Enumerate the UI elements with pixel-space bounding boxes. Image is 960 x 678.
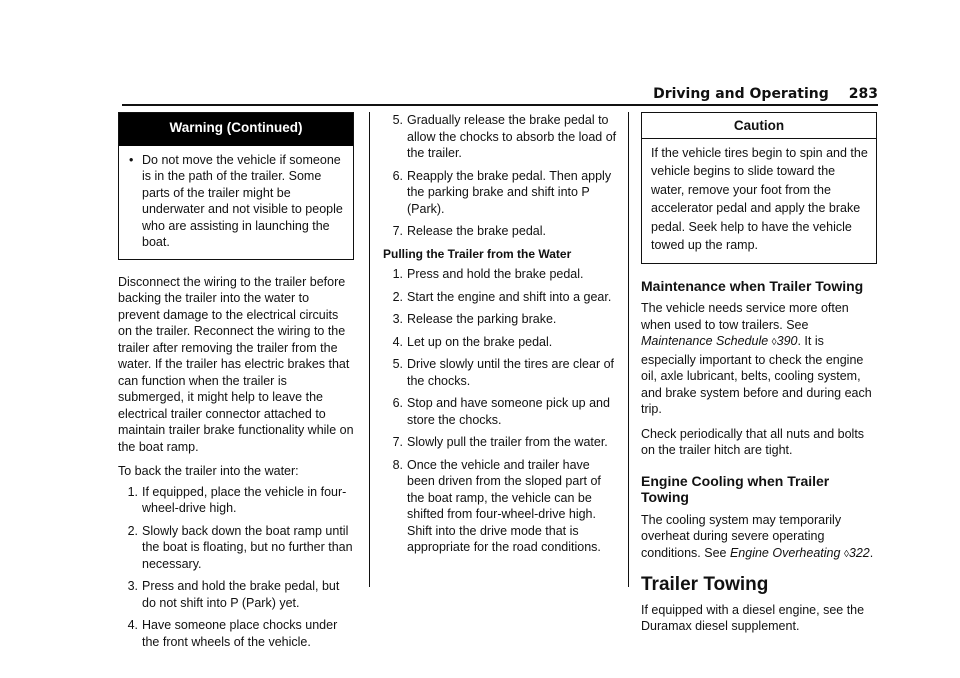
list-item: 7. Slowly pull the trailer from the water.: [392, 435, 608, 449]
heading-maintenance: Maintenance when Trailer Towing: [641, 277, 864, 294]
column-divider-right: [628, 112, 629, 587]
subheading-pulling: Pulling the Trailer from the Water: [383, 246, 572, 261]
paragraph-wiring: Disconnect the wiring to the trailer before backing the trailer into the water to prevent damage to the electrical circuits on the trailer. Reconnect the wiring to the trailer after removing the trailer from the water. If the trailer has electric brakes that can function when the trailer is submerged, it might help to leave the electrical trailer connector attached to maintain trailer brake functionality while on the boat ramp.: [118, 274, 354, 454]
header-rule: [122, 104, 878, 106]
page-ref-icon: ◊: [843, 548, 849, 560]
list-item: 1. If equipped, place the vehicle in four-wheel-drive high.: [127, 484, 347, 515]
paragraph-maintenance: The vehicle needs service more often when used to tow trailers. See Maintenance Schedule ◊390. It is especially important to check the engine oil, axle lubricant, belts, cooling system, and brake system before and during each trip.: [641, 301, 872, 416]
list-item: 2. Slowly back down the boat ramp until the boat is floating, but no further than necessary.: [127, 523, 353, 571]
list-item: 6. Reapply the brake pedal. Then apply the parking brake and shift into P (Park).: [392, 168, 612, 216]
caution-title: Caution: [642, 113, 876, 139]
heading-trailer-towing: Trailer Towing: [641, 574, 769, 595]
running-header: [122, 86, 878, 102]
xref-engine-overheating[interactable]: Engine Overheating: [729, 545, 841, 560]
back-trailer-steps-continued: [383, 112, 619, 240]
column-divider-left: [369, 112, 370, 587]
column-3: [641, 112, 877, 643]
list-item: 3. Press and hold the brake pedal, but do not shift into P (Park) yet.: [127, 579, 340, 610]
caution-text: If the vehicle tires begin to spin and the vehicle begins to slide toward the water, remove your foot from the accelerator pedal and apply the brake pedal. Seek help to have the vehicle towed up the ramp.: [651, 145, 868, 252]
column-1: [118, 112, 354, 656]
xref-maintenance-schedule[interactable]: Maintenance Schedule: [641, 334, 769, 348]
page-ref-icon: ◊: [771, 337, 777, 348]
paragraph-diesel: If equipped with a diesel engine, see the Duramax diesel supplement.: [641, 602, 865, 633]
page-number: 283: [848, 86, 878, 102]
list-item: 6. Stop and have someone pick up and store the chocks.: [392, 396, 610, 427]
list-item: 5. Gradually release the brake pedal to allow the chocks to absorb the load of the trailer.: [392, 113, 617, 160]
back-trailer-steps: [118, 484, 354, 651]
xref-page-390[interactable]: 390: [776, 334, 798, 348]
heading-engine-cooling: Engine Cooling when Trailer Towing: [641, 472, 830, 505]
warning-bullet-item: [129, 152, 345, 251]
pull-trailer-steps: [383, 266, 619, 556]
xref-page-322[interactable]: 322: [848, 545, 870, 560]
paragraph-cooling: The cooling system may temporarily overheat during severe operating conditions. See Engine Overheating ◊322.: [641, 512, 874, 560]
caution-box: [641, 112, 877, 264]
paragraph-nuts-bolts: Check periodically that all nuts and bolts on the trailer hitch are tight.: [641, 426, 865, 457]
paragraph-intro: To back the trailer into the water:: [118, 464, 299, 478]
list-item: 7. Release the brake pedal.: [392, 224, 546, 238]
bullet-icon: •: [129, 152, 134, 167]
list-item: 3. Release the parking brake.: [392, 312, 557, 326]
warning-text: Do not move the vehicle if someone is in the path of the trailer. Some parts of the trailer might be underwater and not visible to people who are assisting in launching the boat.: [142, 152, 343, 249]
list-item: 4. Have someone place chocks under the front wheels of the vehicle.: [127, 618, 338, 649]
section-title: Driving and Operating: [653, 86, 829, 102]
list-item: 5. Drive slowly until the tires are clear of the chocks.: [392, 357, 615, 388]
list-item: 4. Let up on the brake pedal.: [392, 334, 553, 349]
warning-box: [118, 112, 354, 260]
list-item: 1. Press and hold the brake pedal.: [392, 267, 584, 281]
warning-body: [119, 146, 353, 259]
list-item: 2. Start the engine and shift into a gear.: [392, 289, 612, 304]
list-item: 8. Once the vehicle and trailer have been driven from the sloped part of the boat ramp, the vehicle can be shifted from four-wheel-drive high. Shift into the drive mode that is appropriate for the road conditions.: [392, 457, 601, 554]
warning-title: Warning (Continued): [119, 113, 353, 146]
column-2: [383, 112, 619, 562]
